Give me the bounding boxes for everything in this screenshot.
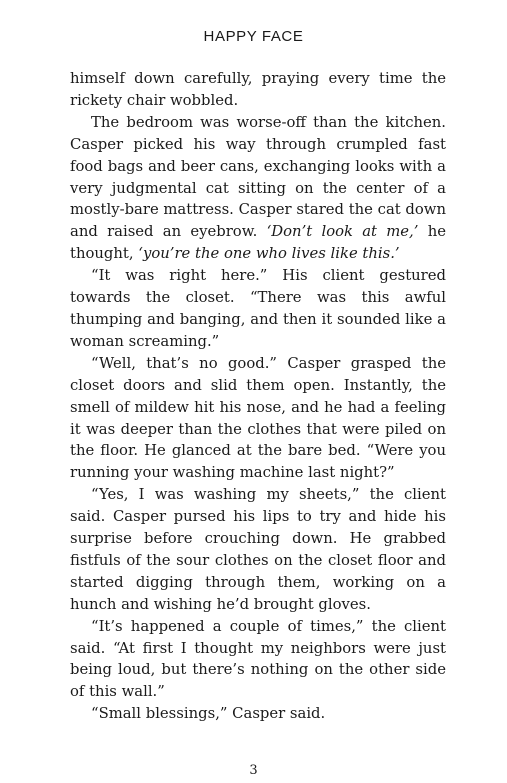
paragraph-2-italic-thought-1: ‘Don’t look at me,’ (266, 223, 419, 241)
paragraph-2-italic-thought-2: ‘you’re the one who lives like this.’ (138, 245, 400, 263)
paragraph-3: “It was right here.” His client gestured towards the closet. “There was this awful thumping and banging, and then it sounded like a woman screaming.” (70, 267, 446, 350)
body-text (70, 68, 446, 725)
paragraph-5: “Yes, I was washing my sheets,” the client said. Casper pursed his lips to try and hide his surprise before crouching down. He grabbed fistfuls of the sour clothes on the closet floor and started digging through them, working on a hunch and wishing he’d brought gloves. (70, 486, 446, 613)
paragraph-2-text-middle: he thought, (70, 223, 446, 263)
paragraph-2 (70, 112, 446, 265)
paragraph-1: himself down carefully, praying every time the rickety chair wobbled. (70, 70, 446, 109)
paragraph-7: “Small blessings,” Casper said. (91, 705, 326, 723)
paragraph-4: “Well, that’s no good.” Casper grasped the closet doors and slid them open. Instantly, the smell of mildew hit his nose, and he had a feeling it was deeper than the clothes that were piled on the floor. He glanced at the bare bed. “Were you running your washing machine last night?” (70, 354, 446, 482)
paragraph-6: “It’s happened a couple of times,” the client said. “At first I thought my neighbors were just being loud, but there’s nothing on the other side of this wall.” (70, 617, 446, 701)
running-header: HAPPY FACE (203, 28, 304, 45)
page-number: 3 (249, 763, 258, 778)
paragraph-2-text-start: The bedroom was worse-off than the kitchen. Casper picked his way through crumpled fast food bags and beer cans, exchanging looks with a very judgmental cat sitting on the center of a mostly-bare mattress. Casper stared the cat down and raised an eyebrow. (70, 113, 446, 241)
